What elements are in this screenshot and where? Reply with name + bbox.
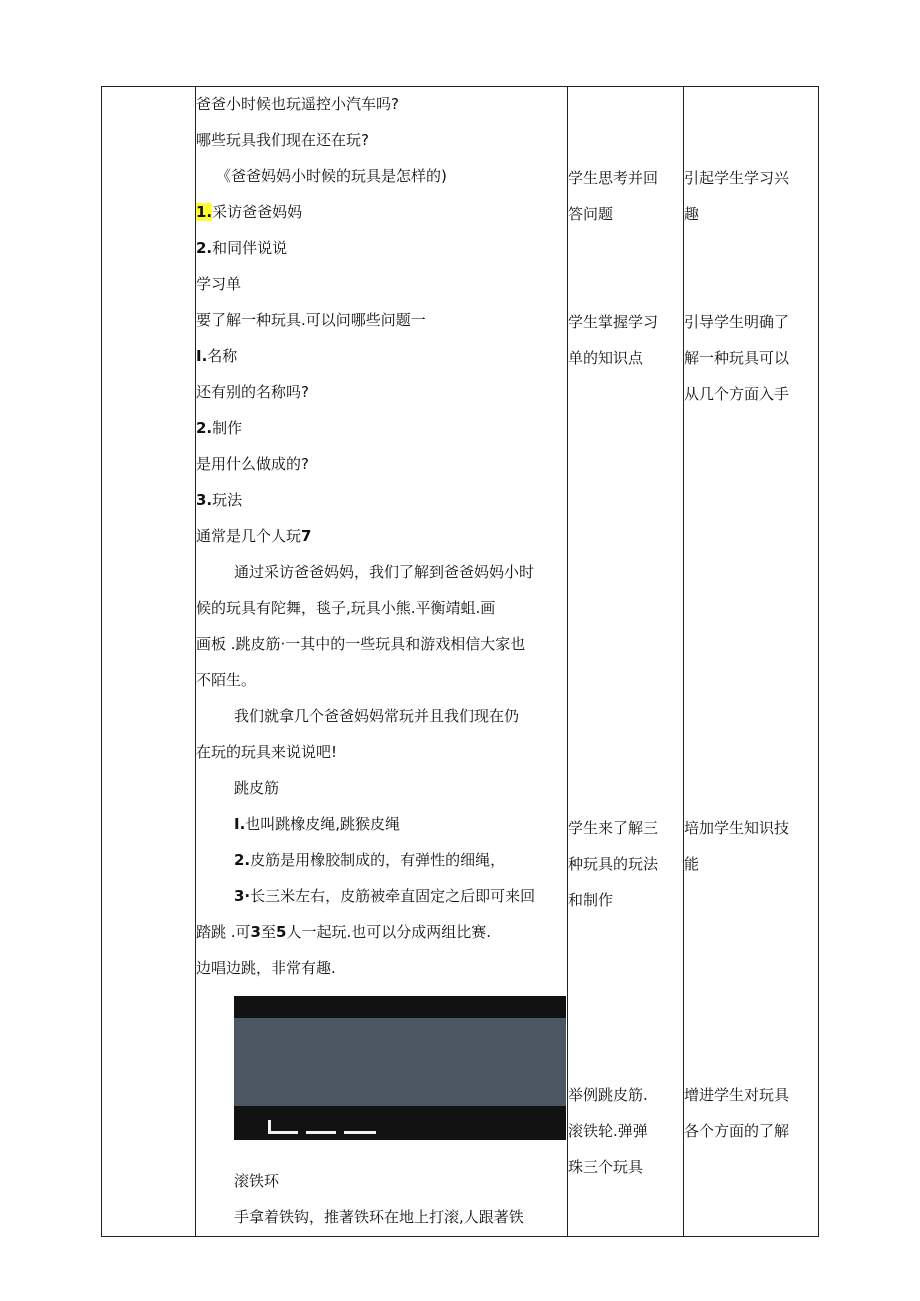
section-heading: 滚铁环	[234, 1172, 280, 1190]
student-activity-4	[568, 1077, 648, 1185]
column-divider	[567, 87, 568, 1236]
design-intent-3	[684, 810, 789, 882]
text-fragment: 人一起玩.也可以分成两组比赛.	[286, 923, 491, 941]
text-fragment: 至	[260, 923, 276, 941]
item-text: 采访爸爸妈妈	[212, 203, 303, 221]
student-activity-2	[568, 304, 658, 376]
list-item	[196, 806, 535, 842]
item-number: 2.	[196, 419, 213, 437]
paragraph-line: 在玩的玩具来说说吧!	[196, 743, 338, 761]
list-item	[196, 410, 535, 446]
item-text: 玩法	[212, 491, 243, 509]
item-number: 2.	[196, 239, 213, 257]
photo-top-bar	[234, 996, 566, 1018]
item-number: 3.	[196, 491, 213, 509]
text-line: 增进学生对玩具	[684, 1086, 790, 1104]
paragraph-line: 候的玩具有陀舞，毯子,玩具小熊.平衡靖蛆.画	[196, 599, 496, 617]
text-fragment: 通常是几个人玩	[196, 527, 302, 545]
list-item	[196, 842, 535, 878]
text-line: 引导学生明确了	[684, 313, 790, 331]
item-text: 皮筋是用橡胶制成的，有弹性的细绳，	[250, 851, 506, 869]
item-number: I.	[234, 815, 246, 833]
design-intent-4	[684, 1077, 789, 1149]
text-line: 解一种玩具可以	[684, 349, 790, 367]
text-line: 举例跳皮筋.	[568, 1086, 648, 1104]
item-text: 名称	[207, 347, 238, 365]
photo-mark	[268, 1131, 298, 1134]
text-fragment: 3	[250, 923, 261, 941]
text-line: 《爸爸妈妈小时候的玩具是怎样的)	[216, 167, 447, 185]
text-line: 和制作	[568, 891, 614, 909]
text-line: 爸爸小时候也玩遥控小汽车吗?	[196, 95, 399, 113]
text-line: 种玩具的玩法	[568, 855, 659, 873]
student-activity-3	[568, 810, 658, 918]
paragraph-line: 画板 .跳皮筋·一其中的一些玩具和游戏相信大家也	[196, 635, 526, 653]
section-heading: 跳皮筋	[234, 779, 280, 797]
content-column-bottom	[234, 1163, 524, 1235]
text-line: 能	[684, 855, 700, 873]
text-line: 还有别的名称吗?	[196, 383, 309, 401]
item-number: 1.	[196, 203, 213, 221]
student-activity-1	[568, 160, 658, 232]
photo-mark	[344, 1131, 376, 1134]
text-line: 边唱边跳，非常有趣.	[196, 959, 336, 977]
item-number: 3·	[234, 887, 251, 905]
item-text: 也叫跳橡皮绳,跳猴皮绳	[245, 815, 401, 833]
text-line: 趣	[684, 205, 700, 223]
content-column	[196, 86, 535, 986]
text-line: 手拿着铁钩，推著铁环在地上打滚,人跟著铁	[234, 1208, 524, 1226]
paragraph-line: 不陌生。	[196, 671, 257, 689]
text-line: 是用什么做成的?	[196, 455, 309, 473]
study-sheet-heading: 学习单	[196, 275, 242, 293]
text-line	[196, 518, 535, 554]
text-line: 珠三个玩具	[568, 1158, 644, 1176]
paragraph-line: 通过采访爸爸妈妈，我们了解到爸爸妈妈小时	[234, 563, 535, 581]
item-text: 和同伴说说	[212, 239, 288, 257]
text-line: 学生掌握学习	[568, 313, 659, 331]
text-line: 各个方面的了解	[684, 1122, 790, 1140]
text-fragment: 踏跳 .可	[196, 923, 251, 941]
question-line: 要了解一种玩具.可以问哪些问题一	[196, 311, 426, 329]
list-item	[196, 482, 535, 518]
design-intent-2	[684, 304, 789, 412]
list-item	[196, 230, 535, 266]
item-text: 制作	[212, 419, 243, 437]
item-number: 2.	[234, 851, 251, 869]
jump-rope-photo-icon	[234, 996, 566, 1140]
text-line: 滚铁轮.弹弹	[568, 1122, 648, 1140]
list-item	[196, 338, 535, 374]
text-line: 答问题	[568, 205, 614, 223]
item-text: 长三米左右，皮筋被牵直固定之后即可来回	[250, 887, 536, 905]
photo-bottom-bar	[234, 1106, 566, 1140]
list-item	[196, 194, 535, 230]
text-line: 哪些玩具我们现在还在玩?	[196, 131, 369, 149]
photo-mark	[306, 1131, 336, 1134]
text-line: 培加学生知识技	[684, 819, 790, 837]
text-line: 学生思考并回	[568, 169, 659, 187]
text-line: 学生来了解三	[568, 819, 659, 837]
text-fragment: 5	[276, 923, 287, 941]
paragraph-line: 我们就拿几个爸爸妈妈常玩并且我们现在仍	[234, 707, 520, 725]
text-line	[196, 914, 535, 950]
text-line: 从几个方面入手	[684, 385, 790, 403]
item-number: I.	[196, 347, 208, 365]
text-fragment: 7	[301, 527, 312, 545]
column-divider	[683, 87, 684, 1236]
design-intent-1	[684, 160, 789, 232]
text-line: 引起学生学习兴	[684, 169, 790, 187]
text-line: 单的知识点	[568, 349, 644, 367]
list-item	[196, 878, 535, 914]
